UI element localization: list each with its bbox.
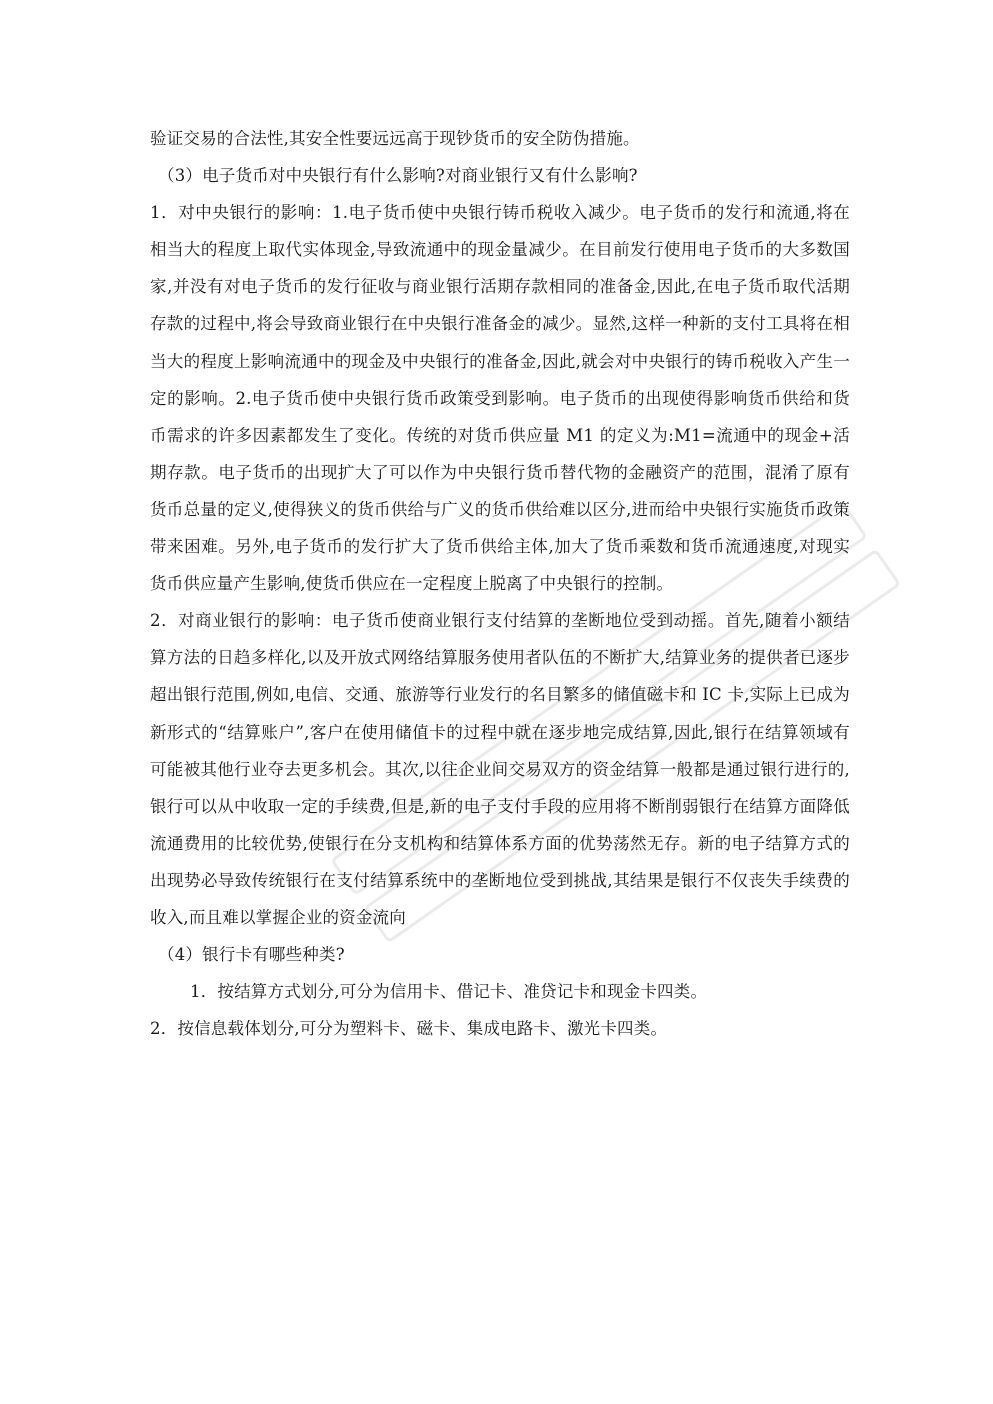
answer-central-bank: 1．对中央银行的影响：1.电子货币使中央银行铸币税收入减少。电子货币的发行和流通,将在相当大的程度上取代实体现金,导致流通中的现金量减少。在目前发行使用电子货币的大多数国家,并没有对电子货币的发行征收与商业银行活期存款相同的准备金,因此,在电子货币取代活期存款的过程中,将会导致商业银行在中央银行准备金的减少。显然,这样一种新的支付工具将在相当大的程度上影响流通中的现金及中央银行的准备金,因此,就会对中央银行的铸币税收入产生一定的影响。2.电子货币使中央银行货币政策受到影响。电子货币的出现使得影响货币供给和货币需求的许多因素都发生了变化。传统的对货币供应量 M1 的定义为:M1=流通中的现金+活期存款。电子货币的出现扩大了可以作为中央银行货币替代物的金融资产的范围，混淆了原有货币总量的定义,使得狭义的货币供给与广义的货币供给难以区分,进而给中央银行实施货币政策带来困难。另外,电子货币的发行扩大了货币供给主体,加大了货币乘数和货币流通速度,对现实货币供应量产生影响,使货币供应在一定程度上脱离了中央银行的控制。: [150, 203, 850, 594]
question-4-heading: （4）银行卡有哪些种类?: [158, 945, 345, 965]
document-body: [150, 120, 850, 1047]
answer-card-by-settlement: 1．按结算方式划分,可分为信用卡、借记卡、准贷记卡和现金卡四类。: [190, 982, 708, 1002]
answer-commercial-bank: 2．对商业银行的影响：电子货币使商业银行支付结算的垄断地位受到动摇。首先,随着小额结算方法的日趋多样化,以及开放式网络结算服务使用者队伍的不断扩大,结算业务的提供者已逐步超出银行范围,例如,电信、交通、旅游等行业发行的名目繁多的储值磁卡和 IC 卡,实际上已成为新形式的“结算账户”,客户在使用储值卡的过程中就在逐步地完成结算,因此,银行在结算领域有可能被其他行业夺去更多机会。其次,以往企业间交易双方的资金结算一般都是通过银行进行的,银行可以从中收取一定的手续费,但是,新的电子支付手段的应用将不断削弱银行在结算方面降低流通费用的比较优势,使银行在分支机构和结算体系方面的优势荡然无存。新的电子结算方式的出现势必导致传统银行在支付结算系统中的垄断地位受到挑战,其结果是银行不仅丧失手续费的收入,而且难以掌握企业的资金流向: [150, 611, 850, 927]
answer-card-by-carrier: 2．按信息载体划分,可分为塑料卡、磁卡、集成电路卡、激光卡四类。: [150, 1019, 668, 1039]
paragraph-continuation: 验证交易的合法性,其安全性要远远高于现钞货币的安全防伪措施。: [150, 129, 640, 148]
question-3-heading: （3）电子货币对中央银行有什么影响?对商业银行又有什么影响?: [158, 166, 638, 186]
